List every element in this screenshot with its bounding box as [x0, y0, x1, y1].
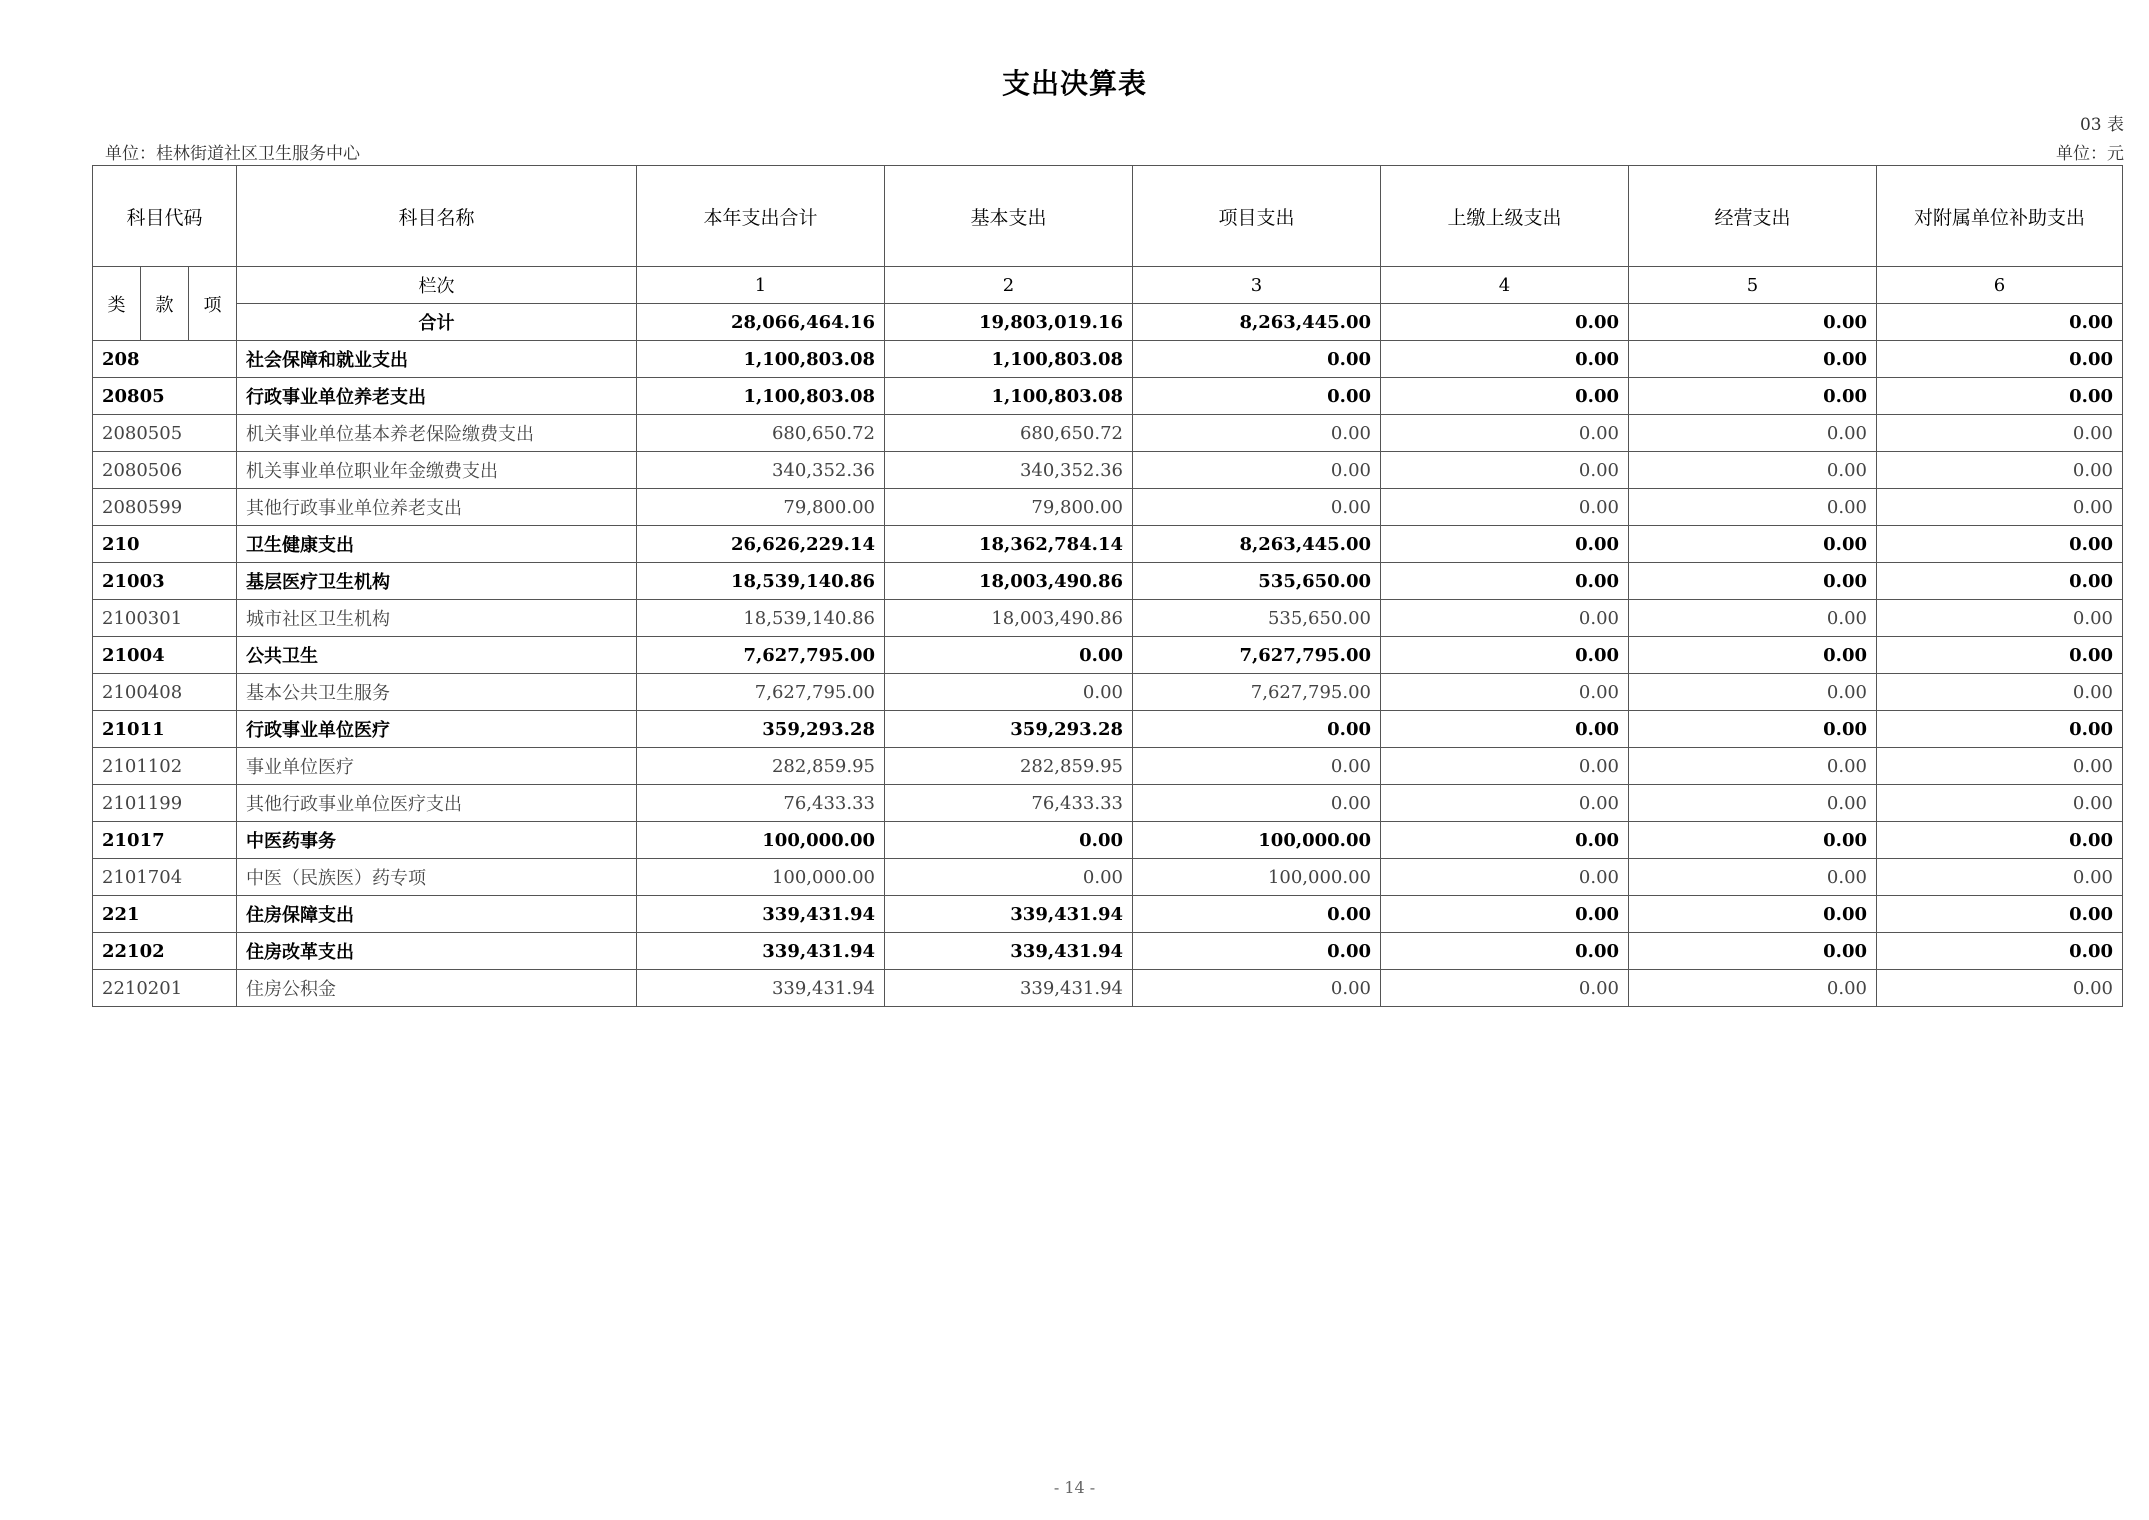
row-name: 机关事业单位基本养老保险缴费支出 — [237, 415, 637, 452]
row-code: 20805 — [93, 378, 237, 415]
row-value-4: 0.00 — [1381, 933, 1629, 970]
row-value-6: 0.00 — [1877, 785, 2123, 822]
total-value-5: 0.00 — [1629, 304, 1877, 341]
row-code: 2100408 — [93, 674, 237, 711]
row-value-6: 0.00 — [1877, 933, 2123, 970]
row-value-2: 18,003,490.86 — [885, 600, 1133, 637]
row-value-6: 0.00 — [1877, 711, 2123, 748]
table-row — [93, 563, 2123, 600]
row-value-4: 0.00 — [1381, 637, 1629, 674]
row-value-3: 0.00 — [1133, 933, 1381, 970]
row-value-6: 0.00 — [1877, 674, 2123, 711]
row-value-5: 0.00 — [1629, 711, 1877, 748]
row-value-1: 1,100,803.08 — [637, 341, 885, 378]
column-number-row — [93, 267, 2123, 304]
row-value-2: 0.00 — [885, 674, 1133, 711]
row-value-2: 1,100,803.08 — [885, 341, 1133, 378]
table-row — [93, 600, 2123, 637]
row-value-4: 0.00 — [1381, 341, 1629, 378]
row-value-1: 18,539,140.86 — [637, 563, 885, 600]
row-value-3: 100,000.00 — [1133, 859, 1381, 896]
row-value-6: 0.00 — [1877, 563, 2123, 600]
row-value-5: 0.00 — [1629, 896, 1877, 933]
row-value-1: 1,100,803.08 — [637, 378, 885, 415]
row-name: 其他行政事业单位养老支出 — [237, 489, 637, 526]
row-value-1: 339,431.94 — [637, 933, 885, 970]
row-value-5: 0.00 — [1629, 452, 1877, 489]
table-row — [93, 637, 2123, 674]
row-value-6: 0.00 — [1877, 415, 2123, 452]
row-name: 行政事业单位养老支出 — [237, 378, 637, 415]
table-row — [93, 674, 2123, 711]
row-name: 其他行政事业单位医疗支出 — [237, 785, 637, 822]
row-value-3: 0.00 — [1133, 785, 1381, 822]
row-value-5: 0.00 — [1629, 341, 1877, 378]
row-value-4: 0.00 — [1381, 859, 1629, 896]
row-code: 2101102 — [93, 748, 237, 785]
row-value-4: 0.00 — [1381, 489, 1629, 526]
row-name: 基层医疗卫生机构 — [237, 563, 637, 600]
header-name: 科目名称 — [237, 166, 637, 267]
row-value-6: 0.00 — [1877, 600, 2123, 637]
row-value-5: 0.00 — [1629, 526, 1877, 563]
table-row — [93, 378, 2123, 415]
col-number-2: 2 — [885, 267, 1133, 304]
row-value-4: 0.00 — [1381, 896, 1629, 933]
row-name: 社会保障和就业支出 — [237, 341, 637, 378]
row-value-6: 0.00 — [1877, 378, 2123, 415]
row-value-3: 7,627,795.00 — [1133, 637, 1381, 674]
total-value-4: 0.00 — [1381, 304, 1629, 341]
total-value-1: 28,066,464.16 — [637, 304, 885, 341]
row-value-4: 0.00 — [1381, 970, 1629, 1007]
row-value-1: 339,431.94 — [637, 970, 885, 1007]
table-number: 03 表 — [2079, 115, 2124, 135]
row-code: 21017 — [93, 822, 237, 859]
row-value-2: 680,650.72 — [885, 415, 1133, 452]
row-code: 21003 — [93, 563, 237, 600]
row-value-6: 0.00 — [1877, 637, 2123, 674]
row-value-6: 0.00 — [1877, 859, 2123, 896]
row-value-6: 0.00 — [1877, 489, 2123, 526]
row-value-4: 0.00 — [1381, 674, 1629, 711]
col-number-6: 6 — [1877, 267, 2123, 304]
row-value-2: 18,362,784.14 — [885, 526, 1133, 563]
row-name: 住房改革支出 — [237, 933, 637, 970]
total-value-2: 19,803,019.16 — [885, 304, 1133, 341]
row-value-3: 0.00 — [1133, 415, 1381, 452]
header-col6: 对附属单位补助支出 — [1877, 166, 2123, 267]
row-value-5: 0.00 — [1629, 970, 1877, 1007]
row-value-4: 0.00 — [1381, 563, 1629, 600]
row-value-2: 76,433.33 — [885, 785, 1133, 822]
row-value-5: 0.00 — [1629, 859, 1877, 896]
row-value-5: 0.00 — [1629, 785, 1877, 822]
row-value-1: 100,000.00 — [637, 822, 885, 859]
row-code: 2080599 — [93, 489, 237, 526]
row-value-2: 339,431.94 — [885, 896, 1133, 933]
row-name: 行政事业单位医疗 — [237, 711, 637, 748]
row-value-3: 0.00 — [1133, 489, 1381, 526]
row-value-5: 0.00 — [1629, 600, 1877, 637]
table-row — [93, 933, 2123, 970]
row-code: 22102 — [93, 933, 237, 970]
row-value-2: 339,431.94 — [885, 933, 1133, 970]
row-name: 住房保障支出 — [237, 896, 637, 933]
table-row — [93, 452, 2123, 489]
row-name: 公共卫生 — [237, 637, 637, 674]
row-name: 事业单位医疗 — [237, 748, 637, 785]
table-row — [93, 748, 2123, 785]
total-label: 合计 — [237, 304, 637, 341]
expenditure-table — [92, 165, 2123, 1007]
row-value-1: 339,431.94 — [637, 896, 885, 933]
header-col2: 基本支出 — [885, 166, 1133, 267]
row-value-3: 535,650.00 — [1133, 563, 1381, 600]
row-code: 2210201 — [93, 970, 237, 1007]
row-value-3: 0.00 — [1133, 896, 1381, 933]
row-value-2: 1,100,803.08 — [885, 378, 1133, 415]
row-value-4: 0.00 — [1381, 378, 1629, 415]
row-value-2: 340,352.36 — [885, 452, 1133, 489]
table-row — [93, 489, 2123, 526]
col-number-5: 5 — [1629, 267, 1877, 304]
row-value-5: 0.00 — [1629, 563, 1877, 600]
row-value-6: 0.00 — [1877, 748, 2123, 785]
row-value-2: 339,431.94 — [885, 970, 1133, 1007]
row-value-6: 0.00 — [1877, 822, 2123, 859]
row-value-6: 0.00 — [1877, 970, 2123, 1007]
row-value-2: 79,800.00 — [885, 489, 1133, 526]
page-title: 支出决算表 — [1001, 67, 1147, 100]
col-number-3: 3 — [1133, 267, 1381, 304]
row-name: 基本公共卫生服务 — [237, 674, 637, 711]
row-code: 221 — [93, 896, 237, 933]
row-value-5: 0.00 — [1629, 674, 1877, 711]
row-value-3: 0.00 — [1133, 452, 1381, 489]
row-value-4: 0.00 — [1381, 452, 1629, 489]
row-value-1: 100,000.00 — [637, 859, 885, 896]
row-value-3: 0.00 — [1133, 341, 1381, 378]
row-value-5: 0.00 — [1629, 637, 1877, 674]
row-value-5: 0.00 — [1629, 933, 1877, 970]
row-value-1: 26,626,229.14 — [637, 526, 885, 563]
row-value-1: 76,433.33 — [637, 785, 885, 822]
row-value-3: 0.00 — [1133, 970, 1381, 1007]
table-row — [93, 341, 2123, 378]
row-value-5: 0.00 — [1629, 748, 1877, 785]
row-name: 中医（民族医）药专项 — [237, 859, 637, 896]
row-value-1: 18,539,140.86 — [637, 600, 885, 637]
row-code: 208 — [93, 341, 237, 378]
row-value-3: 8,263,445.00 — [1133, 526, 1381, 563]
row-value-1: 340,352.36 — [637, 452, 885, 489]
row-code: 210 — [93, 526, 237, 563]
row-value-1: 680,650.72 — [637, 415, 885, 452]
row-name: 住房公积金 — [237, 970, 637, 1007]
row-code: 21011 — [93, 711, 237, 748]
row-code: 21004 — [93, 637, 237, 674]
row-value-4: 0.00 — [1381, 600, 1629, 637]
row-value-3: 7,627,795.00 — [1133, 674, 1381, 711]
table-row — [93, 822, 2123, 859]
header-col5: 经营支出 — [1629, 166, 1877, 267]
row-value-4: 0.00 — [1381, 785, 1629, 822]
table-row — [93, 415, 2123, 452]
row-name: 机关事业单位职业年金缴费支出 — [237, 452, 637, 489]
total-value-3: 8,263,445.00 — [1133, 304, 1381, 341]
col-number-4: 4 — [1381, 267, 1629, 304]
row-value-4: 0.00 — [1381, 415, 1629, 452]
row-value-2: 282,859.95 — [885, 748, 1133, 785]
row-value-1: 7,627,795.00 — [637, 637, 885, 674]
header-code: 科目代码 — [93, 166, 237, 267]
table-row — [93, 785, 2123, 822]
row-name: 中医药事务 — [237, 822, 637, 859]
page-number: - 14 - — [1053, 1478, 1096, 1497]
row-value-2: 18,003,490.86 — [885, 563, 1133, 600]
total-row — [93, 304, 2123, 341]
table-row — [93, 970, 2123, 1007]
row-value-3: 0.00 — [1133, 748, 1381, 785]
header-col1: 本年支出合计 — [637, 166, 885, 267]
row-name: 城市社区卫生机构 — [237, 600, 637, 637]
header-lanci: 栏次 — [237, 267, 637, 304]
row-value-5: 0.00 — [1629, 489, 1877, 526]
header-lei: 类 — [93, 267, 141, 341]
header-row — [93, 166, 2123, 267]
table-row — [93, 859, 2123, 896]
row-value-2: 0.00 — [885, 859, 1133, 896]
table-body — [93, 341, 2123, 1007]
table-row — [93, 526, 2123, 563]
row-value-6: 0.00 — [1877, 341, 2123, 378]
row-value-4: 0.00 — [1381, 748, 1629, 785]
row-value-2: 359,293.28 — [885, 711, 1133, 748]
row-value-3: 0.00 — [1133, 378, 1381, 415]
row-code: 2080506 — [93, 452, 237, 489]
unit-organization: 单位：桂林街道社区卫生服务中心 — [105, 144, 360, 164]
row-value-1: 7,627,795.00 — [637, 674, 885, 711]
row-value-6: 0.00 — [1877, 896, 2123, 933]
header-col4: 上缴上级支出 — [1381, 166, 1629, 267]
row-value-6: 0.00 — [1877, 526, 2123, 563]
row-value-4: 0.00 — [1381, 526, 1629, 563]
unit-currency: 单位：元 — [2056, 144, 2124, 164]
table-row — [93, 711, 2123, 748]
row-value-1: 79,800.00 — [637, 489, 885, 526]
row-value-2: 0.00 — [885, 822, 1133, 859]
header-kuan: 款 — [141, 267, 189, 341]
row-value-6: 0.00 — [1877, 452, 2123, 489]
table-row — [93, 896, 2123, 933]
total-value-6: 0.00 — [1877, 304, 2123, 341]
row-code: 2101199 — [93, 785, 237, 822]
row-value-5: 0.00 — [1629, 822, 1877, 859]
header-xiang: 项 — [189, 267, 237, 341]
row-code: 2080505 — [93, 415, 237, 452]
row-value-4: 0.00 — [1381, 711, 1629, 748]
header-col3: 项目支出 — [1133, 166, 1381, 267]
row-name: 卫生健康支出 — [237, 526, 637, 563]
row-value-1: 282,859.95 — [637, 748, 885, 785]
row-code: 2101704 — [93, 859, 237, 896]
row-value-2: 0.00 — [885, 637, 1133, 674]
row-code: 2100301 — [93, 600, 237, 637]
row-value-5: 0.00 — [1629, 415, 1877, 452]
col-number-1: 1 — [637, 267, 885, 304]
row-value-5: 0.00 — [1629, 378, 1877, 415]
row-value-3: 535,650.00 — [1133, 600, 1381, 637]
row-value-4: 0.00 — [1381, 822, 1629, 859]
row-value-3: 0.00 — [1133, 711, 1381, 748]
row-value-3: 100,000.00 — [1133, 822, 1381, 859]
row-value-1: 359,293.28 — [637, 711, 885, 748]
